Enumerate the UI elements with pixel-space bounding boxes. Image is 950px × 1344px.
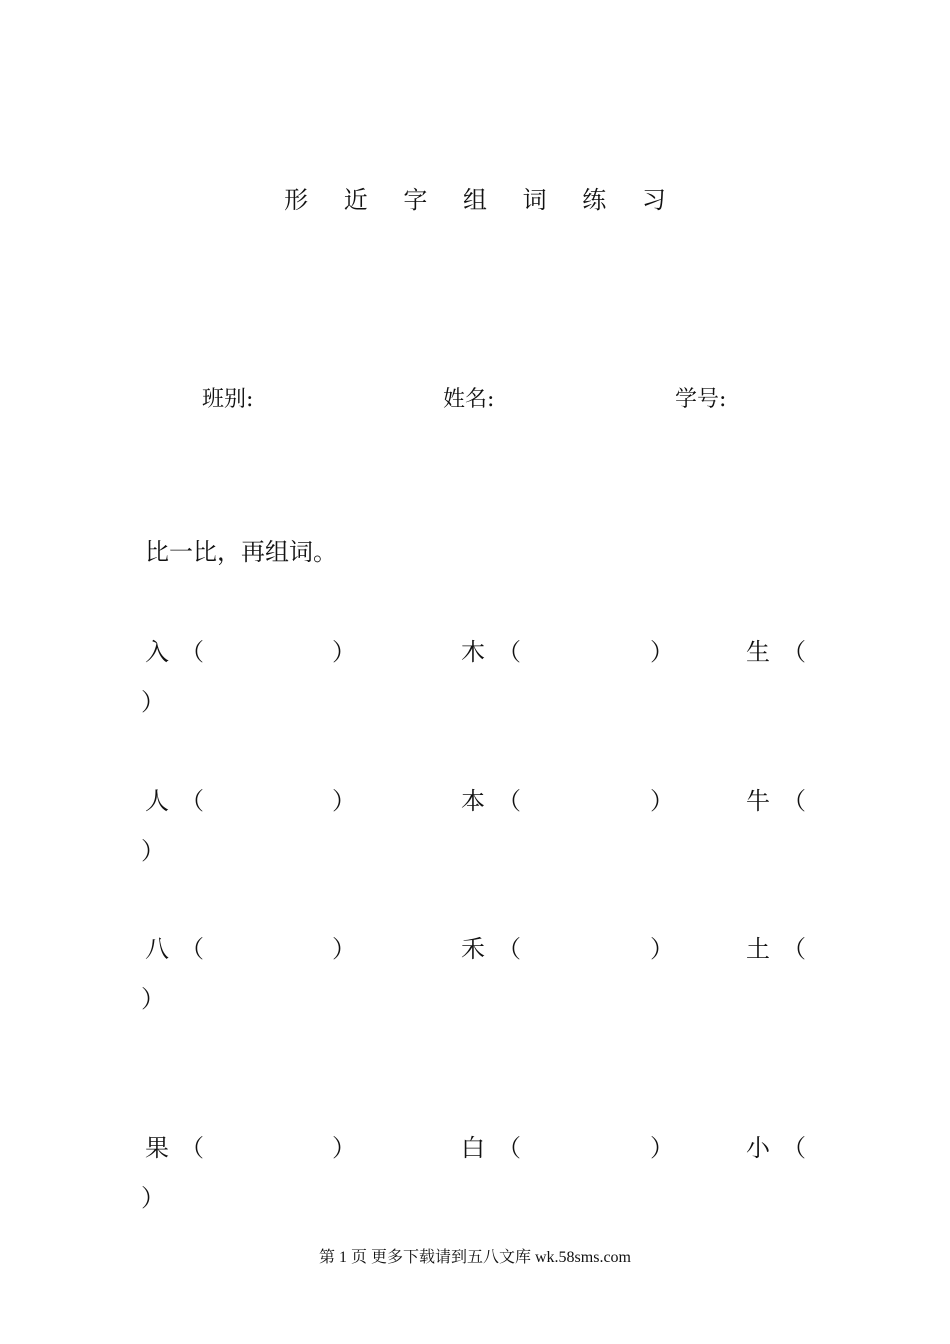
- open-paren: （: [497, 935, 521, 963]
- open-paren: （: [782, 787, 806, 815]
- target-character: 禾: [461, 935, 485, 963]
- target-character: 白: [461, 1134, 485, 1162]
- close-paren: ）: [141, 985, 165, 1013]
- open-paren: （: [497, 1134, 521, 1162]
- open-paren: （: [180, 935, 204, 963]
- close-paren: ）: [650, 1134, 674, 1162]
- name-label: 姓名:: [443, 387, 495, 412]
- target-character: 果: [145, 1134, 169, 1162]
- open-paren: （: [782, 638, 806, 666]
- close-paren: ）: [141, 837, 165, 865]
- open-paren: （: [180, 787, 204, 815]
- target-character: 本: [461, 787, 485, 815]
- page-title: 形 近 字 组 词 练 习: [284, 186, 680, 214]
- open-paren: （: [497, 638, 521, 666]
- open-paren: （: [782, 1134, 806, 1162]
- close-paren: ）: [650, 638, 674, 666]
- close-paren: ）: [332, 935, 356, 963]
- open-paren: （: [782, 935, 806, 963]
- open-paren: （: [180, 638, 204, 666]
- target-character: 木: [461, 638, 485, 666]
- open-paren: （: [497, 787, 521, 815]
- class-label: 班别:: [202, 387, 254, 412]
- close-paren: ）: [141, 688, 165, 716]
- close-paren: ）: [332, 1134, 356, 1162]
- close-paren: ）: [332, 787, 356, 815]
- close-paren: ）: [650, 935, 674, 963]
- target-character: 小: [746, 1134, 770, 1162]
- close-paren: ）: [650, 787, 674, 815]
- target-character: 入: [145, 638, 169, 666]
- page-footer: 第 1 页 更多下载请到五八文库 wk.58sms.com: [318, 1249, 631, 1266]
- open-paren: （: [180, 1134, 204, 1162]
- target-character: 八: [145, 935, 169, 963]
- close-paren: ）: [332, 638, 356, 666]
- close-paren: ）: [141, 1184, 165, 1212]
- target-character: 人: [145, 787, 169, 815]
- target-character: 牛: [746, 787, 770, 815]
- instruction-text: 比一比，再组词。: [145, 538, 337, 566]
- student-number-label: 学号:: [675, 387, 727, 412]
- target-character: 土: [746, 935, 770, 963]
- target-character: 生: [746, 638, 770, 666]
